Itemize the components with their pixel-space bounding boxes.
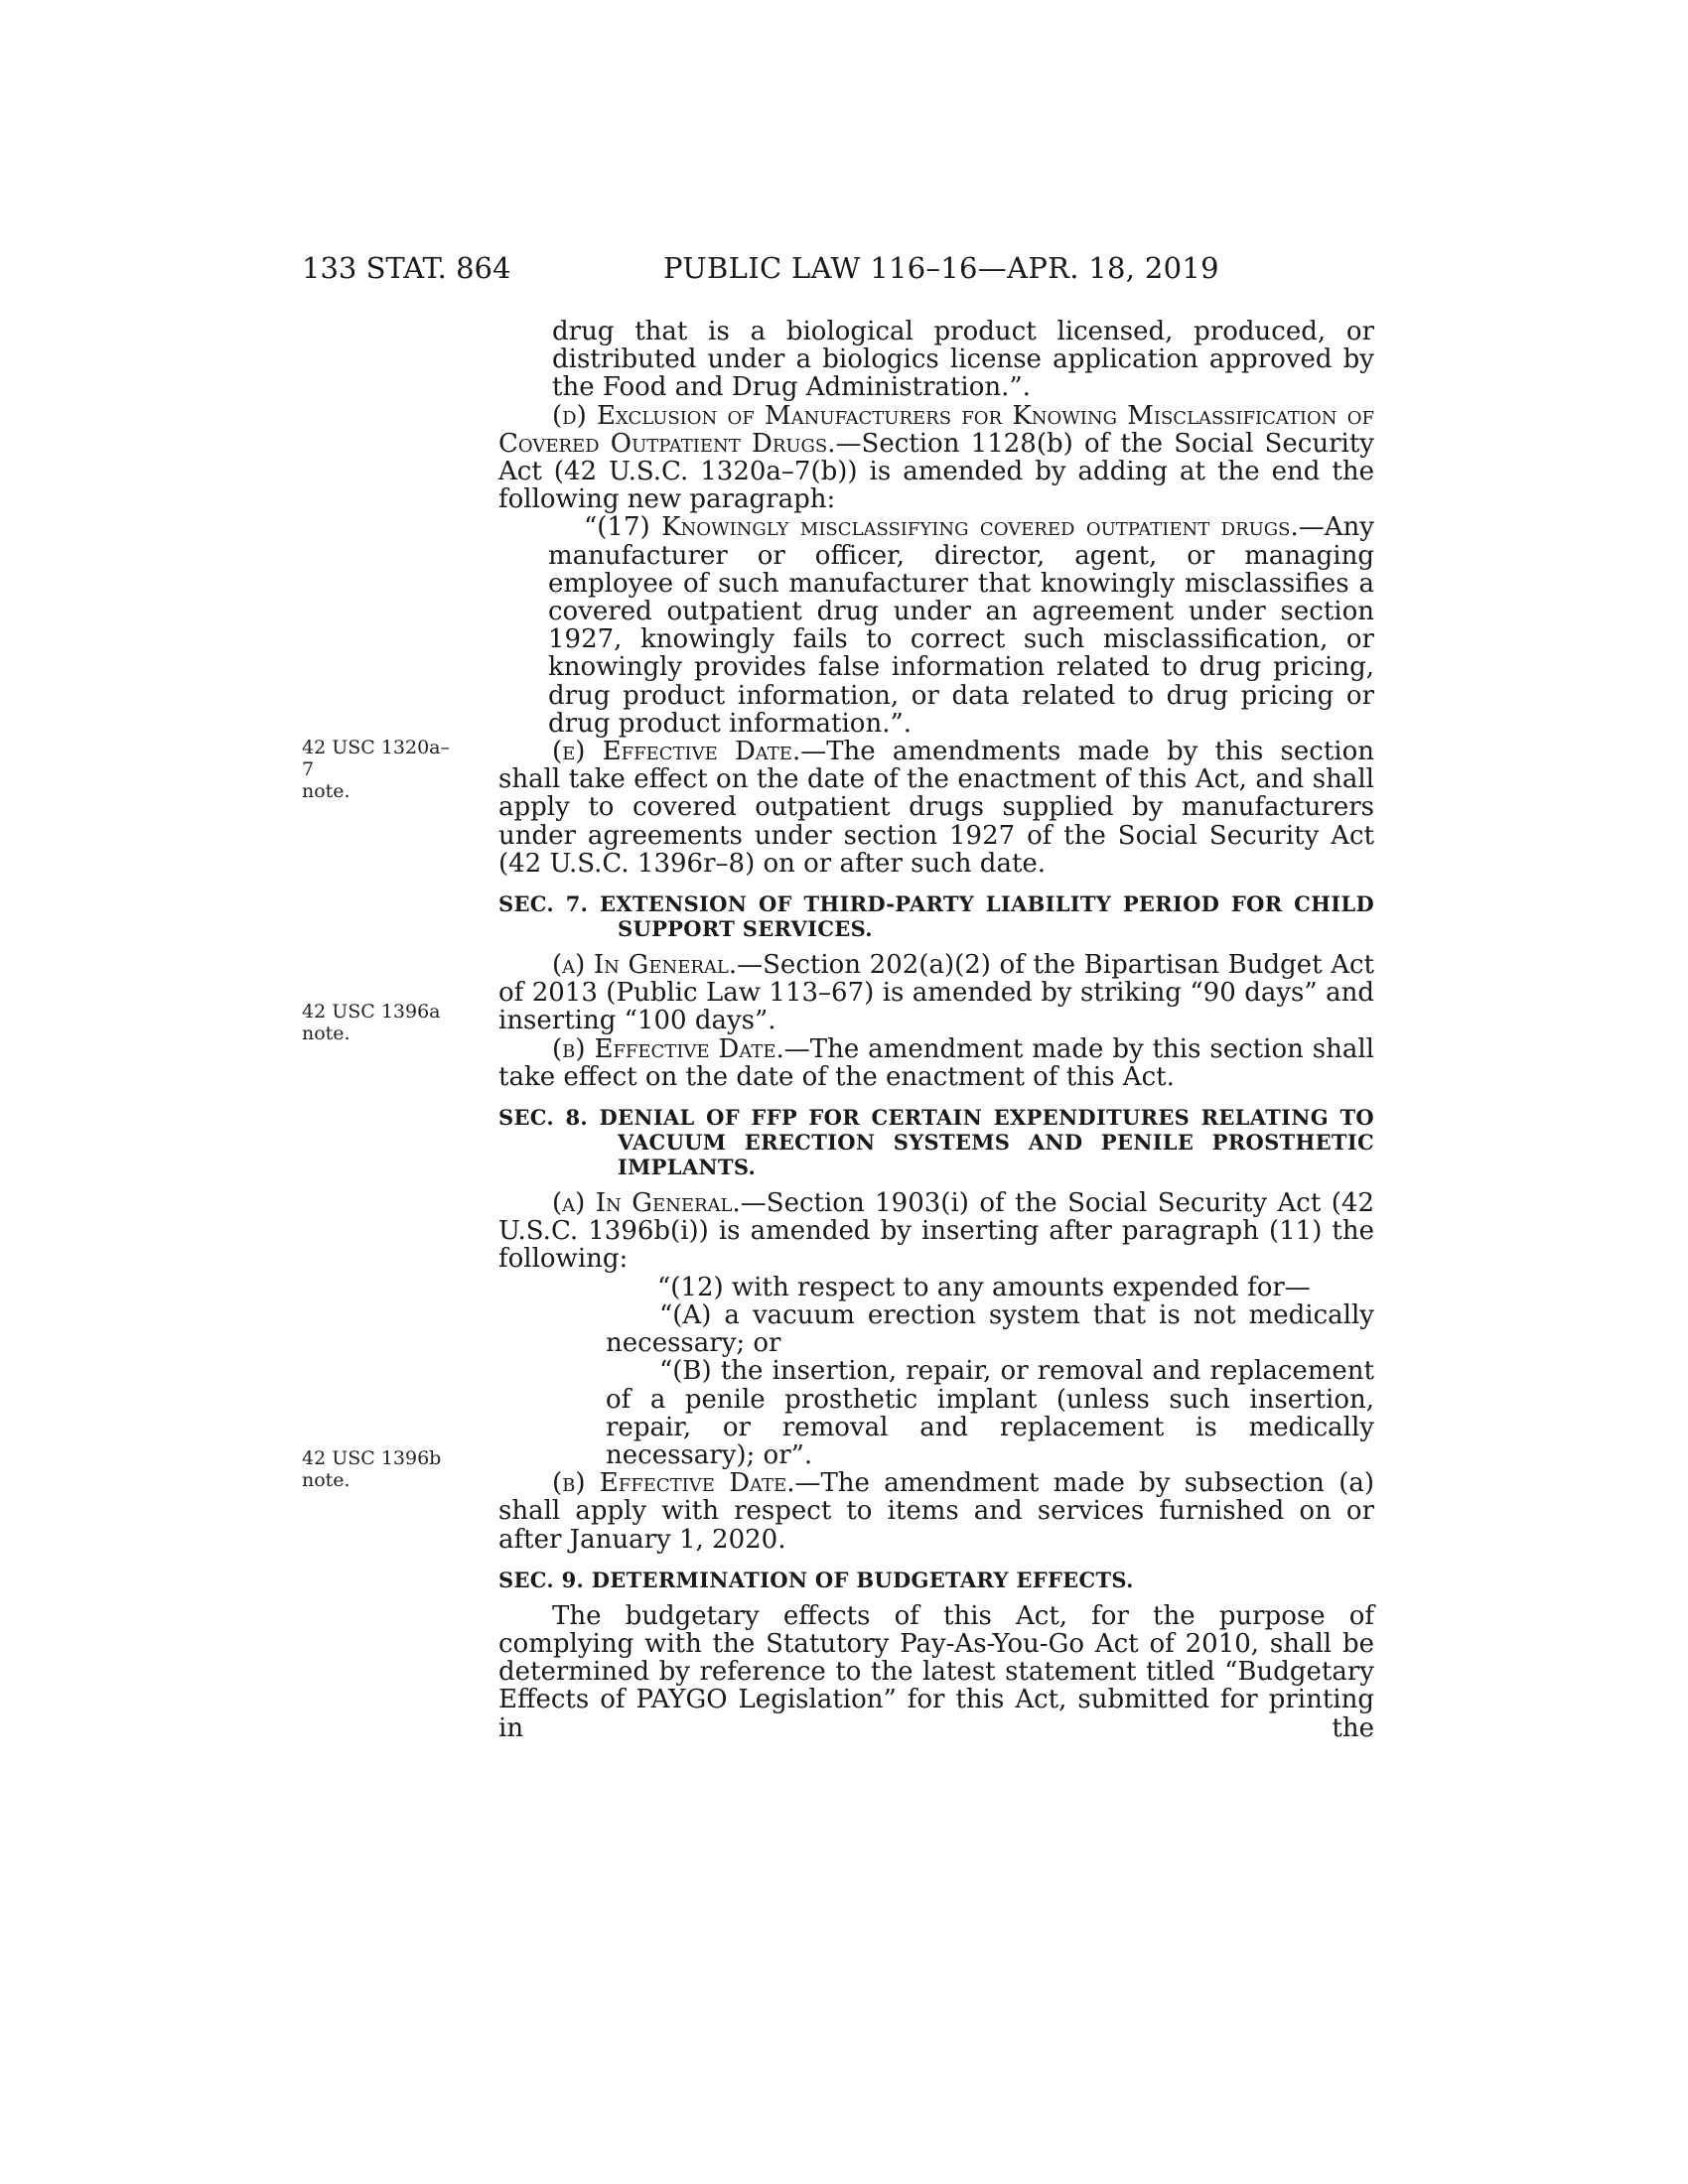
subsection-text: Section 1128(b) of the Social Security Act (42 U.S.C. 1320a–7(b)) is amended by adding at the end the following new paragraph:: [498, 428, 1374, 515]
subparagraph-a: “(A) a vacuum erection system that is not medically necessary; or: [606, 1299, 1374, 1359]
margin-note: 42 USC 1320a–7 note.: [302, 737, 451, 802]
section-8-subsection-a: [498, 1189, 1374, 1274]
margin-note: 42 USC 1396b note.: [302, 1447, 442, 1491]
subsection-heading: (a) In General.—: [552, 1188, 767, 1219]
paragraph-17: [498, 513, 1374, 738]
paragraph-heading: “(17) Knowingly misclassifying covered outpatient drugs.—: [584, 512, 1325, 543]
subsection-text: The amendment made by subsection (a) shall apply with respect to items and services furnished on or after January 1, 2020.: [498, 1468, 1374, 1555]
section-7-subsection-a: [498, 951, 1374, 1035]
subsection-e: [498, 738, 1374, 878]
subsection-d: [498, 402, 1374, 514]
paragraph: drug that is a biological product licensed, produced, or distributed under a biologics license application approved by the Food and Drug Administration.”.: [552, 317, 1374, 403]
public-law-title: PUBLIC LAW 116–16—APR. 18, 2019: [663, 251, 1219, 285]
section-7-heading: SEC. 7. EXTENSION OF THIRD-PARTY LIABILITY PERIOD FOR CHILD SUPPORT SERVICES.: [498, 891, 1374, 942]
statute-page-number: 133 STAT. 864: [302, 251, 511, 285]
section-7-subsection-b: [498, 1035, 1374, 1091]
section-9-heading: SEC. 9. DETERMINATION OF BUDGETARY EFFECTS.: [498, 1567, 1134, 1592]
paragraph-text: Any manufacturer or officer, director, agent, or managing employee of such manufacturer that knowingly misclassifies a covered outpatient drug under an agreement under section 1927, knowingly fails to correct such misclassification, or knowingly provides false information related to drug pricing, drug product information, or data related to drug pricing or drug product information.”.: [548, 512, 1374, 739]
subsection-text: The amendment made by this section shall take effect on the date of the enactment of this Act.: [498, 1033, 1374, 1092]
subsection-text: Section 202(a)(2) of the Bipartisan Budget Act of 2013 (Public Law 113–67) is amended by striking “90 days” and inserting “100 days”.: [498, 950, 1374, 1036]
document-body: [498, 318, 1374, 1742]
subsection-heading: (e) Effective Date.—: [552, 737, 827, 767]
margin-note: 42 USC 1396a note.: [302, 1001, 441, 1044]
subsection-heading: (d) Exclusion of Manufacturers for Knowing Misclassification of Covered Outpatient Drugs.—: [498, 400, 1374, 459]
subsection-text: The amendments made by this section shall take effect on the date of the enactment of this Act, and shall apply to covered outpatient drugs supplied by manufacturers under agreements under section 1927 of the Social Security Act (42 U.S.C. 1396r–8) on or after such date.: [498, 737, 1374, 879]
section-8-subsection-b: [498, 1469, 1374, 1554]
section-8-heading: SEC. 8. DENIAL OF FFP FOR CERTAIN EXPENDITURES RELATING TO VACUUM ERECTION SYSTEMS AND PENILE PROSTHETIC IMPLANTS.: [498, 1105, 1374, 1180]
subsection-heading: (a) In General.—: [552, 950, 764, 981]
section-9-text: The budgetary effects of this Act, for the purpose of complying with the Statutory Pay-As-You-Go Act of 2010, shall be determined by reference to the latest statement titled “Budgetary Effects of PAYGO Legislation” for this Act, submitted for printing in the: [498, 1600, 1374, 1743]
subsection-text: Section 1903(i) of the Social Security Act (42 U.S.C. 1396b(i)) is amended by inserting after paragraph (11) the following:: [498, 1188, 1374, 1275]
running-header: [302, 246, 1295, 290]
subsection-heading: (b) Effective Date.—: [552, 1468, 821, 1499]
paragraph-12: “(12) with respect to any amounts expended for—: [657, 1272, 1311, 1302]
subparagraph-b: “(B) the insertion, repair, or removal and replacement of a penile prosthetic implant (unless such insertion, repair, or removal and replacement is medically necessary); or”.: [606, 1356, 1374, 1470]
subsection-heading: (b) Effective Date.—: [552, 1033, 810, 1064]
